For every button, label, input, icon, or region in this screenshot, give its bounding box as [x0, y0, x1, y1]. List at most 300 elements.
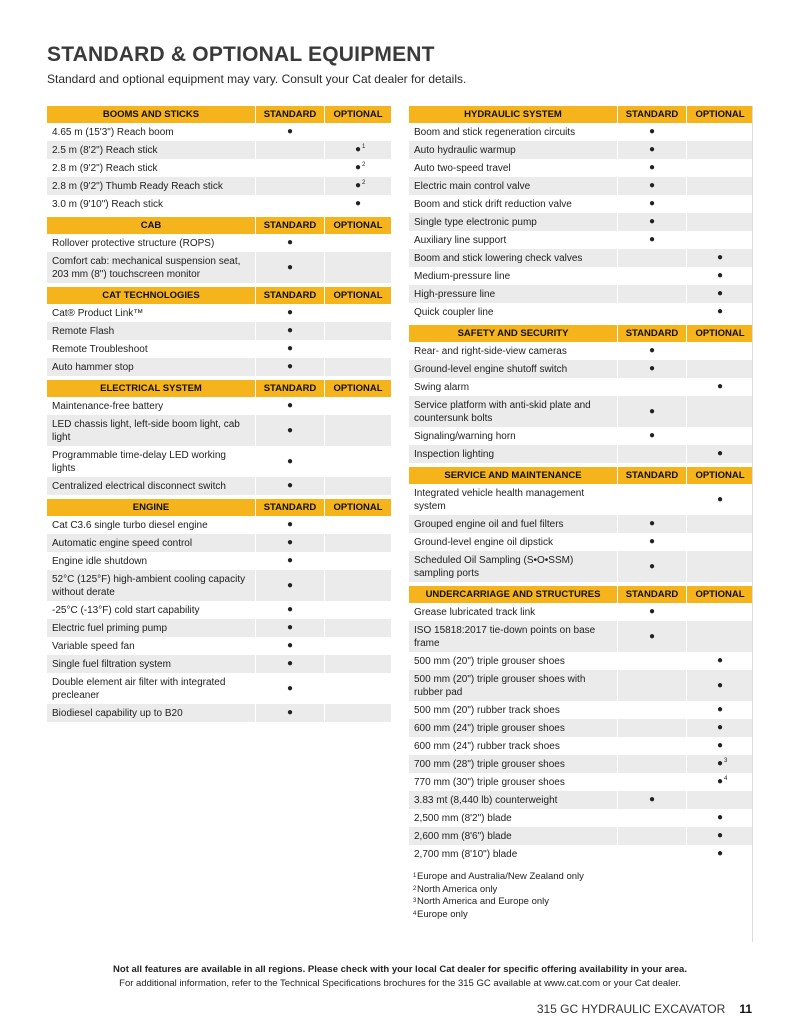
- optional-column-header: OPTIONAL: [324, 287, 391, 304]
- optional-cell: [686, 773, 753, 791]
- optional-dot: ●: [716, 848, 724, 859]
- optional-dot: ●: [354, 144, 362, 155]
- feature-label: Biodiesel capability up to B20: [47, 704, 255, 722]
- table-row: [47, 397, 391, 415]
- optional-mark: [717, 741, 723, 751]
- standard-cell: [255, 340, 324, 358]
- standard-cell: [617, 396, 686, 427]
- standard-cell: [617, 827, 686, 845]
- optional-cell: [324, 673, 391, 704]
- optional-cell: [686, 515, 753, 533]
- table-row: [409, 249, 753, 267]
- feature-label: Auto hammer stop: [47, 358, 255, 376]
- feature-label: -25°C (-13°F) cold start capability: [47, 601, 255, 619]
- optional-cell: [324, 177, 391, 195]
- standard-mark: ●: [286, 682, 294, 694]
- optional-cell: [686, 342, 753, 360]
- standard-cell: [255, 304, 324, 322]
- footnote-text: Europe only: [417, 908, 468, 920]
- standard-cell: [617, 303, 686, 321]
- table-row: [409, 845, 753, 863]
- feature-label: Grease lubricated track link: [409, 603, 617, 621]
- optional-cell: [686, 231, 753, 249]
- footnote-number: 3: [413, 898, 417, 904]
- standard-column-header: STANDARD: [255, 217, 324, 234]
- standard-cell: [255, 252, 324, 283]
- standard-mark: ●: [286, 325, 294, 336]
- standard-mark: ●: [648, 345, 656, 356]
- optional-cell: [686, 123, 753, 141]
- standard-mark: ●: [286, 424, 294, 436]
- optional-cell: [686, 533, 753, 551]
- standard-mark: ●: [648, 144, 656, 155]
- optional-dot: ●: [716, 812, 724, 823]
- standard-cell: [255, 516, 324, 534]
- table-row: [409, 427, 753, 445]
- standard-cell: [255, 446, 324, 477]
- optional-dot: ●: [716, 306, 724, 317]
- feature-label: Auto hydraulic warmup: [409, 141, 617, 159]
- optional-column-header: OPTIONAL: [686, 586, 753, 603]
- standard-mark: ●: [648, 363, 656, 374]
- optional-dot: ●: [716, 288, 724, 299]
- standard-mark: ●: [286, 261, 294, 273]
- feature-label: Swing alarm: [409, 378, 617, 396]
- table-row: [409, 652, 753, 670]
- standard-mark: ●: [286, 480, 294, 491]
- standard-mark: ●: [648, 216, 656, 227]
- optional-column-header: OPTIONAL: [686, 467, 753, 484]
- feature-label: 600 mm (24") triple grouser shoes: [409, 719, 617, 737]
- feature-label: Grouped engine oil and fuel filters: [409, 515, 617, 533]
- feature-label: ISO 15818:2017 tie-down points on base frame: [409, 621, 617, 652]
- footnote-ref: 3: [723, 758, 728, 764]
- standard-mark: ●: [648, 234, 656, 245]
- right-divider: [752, 106, 753, 942]
- standard-cell: [617, 737, 686, 755]
- optional-dot: ●: [716, 758, 724, 769]
- optional-mark: [717, 289, 723, 299]
- optional-cell: [686, 652, 753, 670]
- footnote: [413, 884, 753, 897]
- section-title: ELECTRICAL SYSTEM: [100, 383, 202, 394]
- optional-mark: [717, 681, 723, 691]
- standard-cell: [255, 358, 324, 376]
- table-row: [409, 195, 753, 213]
- optional-mark: [717, 253, 723, 263]
- optional-dot: ●: [716, 270, 724, 281]
- standard-cell: [617, 360, 686, 378]
- standard-mark: ●: [286, 640, 294, 651]
- footer-disclaimer: Not all features are available in all regions. Please check with your local Cat dealer for specific offering availability in your area.: [113, 964, 687, 975]
- optional-dot: ●: [716, 740, 724, 751]
- feature-label: Quick coupler line: [409, 303, 617, 321]
- standard-cell: [617, 231, 686, 249]
- standard-cell: [255, 619, 324, 637]
- optional-cell: [686, 484, 753, 515]
- table-row: [47, 195, 391, 213]
- table-row: [47, 177, 391, 195]
- standard-column-header: STANDARD: [255, 106, 324, 123]
- page-title: STANDARD & OPTIONAL EQUIPMENT: [47, 43, 435, 66]
- feature-label: 500 mm (20") rubber track shoes: [409, 701, 617, 719]
- optional-mark: [717, 656, 723, 666]
- standard-column-header: STANDARD: [255, 287, 324, 304]
- standard-cell: [255, 141, 324, 159]
- table-row: [47, 516, 391, 534]
- standard-mark: ●: [648, 536, 656, 547]
- table-row: [47, 159, 391, 177]
- optional-dot: ●: [354, 180, 362, 191]
- optional-dot: ●: [716, 448, 724, 459]
- standard-cell: [617, 773, 686, 791]
- optional-mark: [717, 831, 723, 841]
- equipment-section: [47, 106, 391, 213]
- standard-cell: [617, 621, 686, 652]
- section-header: [409, 586, 753, 603]
- feature-label: Maintenance-free battery: [47, 397, 255, 415]
- section-title: SAFETY AND SECURITY: [457, 328, 569, 339]
- optional-cell: [686, 396, 753, 427]
- feature-label: Electric main control valve: [409, 177, 617, 195]
- table-row: [47, 252, 391, 283]
- standard-mark: ●: [648, 518, 656, 529]
- optional-cell: [686, 195, 753, 213]
- optional-column-header: OPTIONAL: [324, 499, 391, 516]
- feature-label: Boom and stick regeneration circuits: [409, 123, 617, 141]
- footnote: [413, 871, 753, 884]
- table-row: [409, 719, 753, 737]
- standard-cell: [617, 213, 686, 231]
- standard-column-header: STANDARD: [617, 106, 686, 123]
- equipment-section: [409, 106, 753, 321]
- table-row: [409, 285, 753, 303]
- standard-mark: ●: [286, 343, 294, 354]
- footnote-ref: 2: [361, 162, 366, 168]
- product-name: 315 GC HYDRAULIC EXCAVATOR: [536, 1002, 726, 1016]
- table-row: [409, 360, 753, 378]
- optional-dot: ●: [716, 252, 724, 263]
- optional-cell: [686, 701, 753, 719]
- feature-label: 4.65 m (15'3") Reach boom: [47, 123, 255, 141]
- standard-cell: [255, 704, 324, 722]
- feature-label: Service platform with anti-skid plate and countersunk bolts: [409, 396, 617, 427]
- standard-mark: ●: [286, 658, 294, 669]
- optional-cell: [686, 737, 753, 755]
- standard-cell: [617, 845, 686, 863]
- standard-mark: ●: [648, 162, 656, 173]
- standard-cell: [255, 415, 324, 446]
- optional-mark: [717, 382, 723, 392]
- feature-label: Engine idle shutdown: [47, 552, 255, 570]
- standard-mark: ●: [286, 400, 294, 411]
- footer-info: For additional information, refer to the Technical Specifications brochures for the 315 GC available at www.cat.com or your Cat dealer.: [119, 978, 681, 989]
- optional-dot: ●: [716, 493, 724, 505]
- table-row: [47, 304, 391, 322]
- footnotes: [409, 871, 753, 921]
- feature-label: Boom and stick drift reduction valve: [409, 195, 617, 213]
- optional-cell: [324, 704, 391, 722]
- feature-label: 2,500 mm (8'2") blade: [409, 809, 617, 827]
- table-row: [409, 809, 753, 827]
- optional-cell: [324, 304, 391, 322]
- table-row: [409, 603, 753, 621]
- standard-cell: [255, 601, 324, 619]
- optional-cell: [686, 719, 753, 737]
- table-row: [47, 446, 391, 477]
- table-row: [409, 484, 753, 515]
- standard-mark: ●: [286, 622, 294, 633]
- footnote-ref: 2: [361, 180, 366, 186]
- optional-cell: [686, 249, 753, 267]
- feature-label: Programmable time-delay LED working lights: [47, 446, 255, 477]
- standard-column-header: STANDARD: [255, 380, 324, 397]
- optional-dot: ●: [716, 776, 724, 787]
- standard-mark: ●: [286, 307, 294, 318]
- standard-mark: ●: [648, 430, 656, 441]
- optional-dot: ●: [716, 722, 724, 733]
- optional-cell: [324, 516, 391, 534]
- optional-cell: [686, 267, 753, 285]
- section-title: SERVICE AND MAINTENANCE: [444, 470, 582, 481]
- standard-mark: ●: [648, 630, 656, 642]
- equipment-section: [47, 217, 391, 283]
- optional-cell: [686, 621, 753, 652]
- optional-cell: [324, 234, 391, 252]
- left-column: [47, 106, 391, 726]
- table-row: [47, 340, 391, 358]
- standard-cell: [617, 285, 686, 303]
- standard-cell: [617, 427, 686, 445]
- table-row: [409, 231, 753, 249]
- optional-dot: ●: [716, 381, 724, 392]
- footnote-text: North America and Europe only: [417, 896, 550, 907]
- table-row: [409, 827, 753, 845]
- section-title: CAB: [140, 220, 162, 231]
- standard-column-header: STANDARD: [255, 499, 324, 516]
- feature-label: 600 mm (24") rubber track shoes: [409, 737, 617, 755]
- optional-cell: [686, 378, 753, 396]
- standard-cell: [255, 655, 324, 673]
- feature-label: Signaling/warning horn: [409, 427, 617, 445]
- table-row: [409, 737, 753, 755]
- section-title: CAT TECHNOLOGIES: [102, 290, 200, 301]
- standard-cell: [617, 249, 686, 267]
- table-row: [47, 534, 391, 552]
- standard-cell: [617, 378, 686, 396]
- optional-cell: [324, 358, 391, 376]
- optional-cell: [686, 551, 753, 582]
- standard-mark: ●: [648, 560, 656, 572]
- feature-label: Double element air filter with integrated precleaner: [47, 673, 255, 704]
- standard-cell: [617, 342, 686, 360]
- feature-label: Rear- and right-side-view cameras: [409, 342, 617, 360]
- table-row: [409, 159, 753, 177]
- footnote-number: 2: [413, 885, 417, 892]
- table-row: [409, 670, 753, 701]
- optional-cell: [686, 159, 753, 177]
- table-row: [47, 234, 391, 252]
- standard-mark: ●: [286, 519, 294, 530]
- table-row: [47, 673, 391, 704]
- table-row: [409, 551, 753, 582]
- standard-mark: ●: [648, 405, 656, 417]
- section-header: [47, 106, 391, 123]
- feature-label: 700 mm (28") triple grouser shoes: [409, 755, 617, 773]
- optional-mark: [717, 495, 723, 505]
- table-row: [409, 791, 753, 809]
- optional-cell: [686, 427, 753, 445]
- optional-cell: [324, 195, 391, 213]
- standard-cell: [617, 533, 686, 551]
- table-row: [409, 141, 753, 159]
- standard-cell: [255, 177, 324, 195]
- footnote-ref: 1: [361, 144, 366, 150]
- optional-dot: ●: [716, 704, 724, 715]
- equipment-section: [47, 287, 391, 376]
- optional-mark: [354, 180, 366, 191]
- table-row: [47, 415, 391, 446]
- feature-label: 500 mm (20") triple grouser shoes with rubber pad: [409, 670, 617, 701]
- standard-mark: ●: [286, 707, 294, 718]
- section-title: BOOMS AND STICKS: [102, 109, 200, 120]
- feature-label: 2.8 m (9'2") Reach stick: [47, 159, 255, 177]
- standard-cell: [617, 267, 686, 285]
- standard-mark: ●: [286, 537, 294, 548]
- standard-cell: [617, 603, 686, 621]
- feature-label: 52°C (125°F) high-ambient cooling capacity without derate: [47, 570, 255, 601]
- standard-mark: ●: [286, 126, 294, 137]
- standard-cell: [255, 477, 324, 495]
- optional-cell: [686, 791, 753, 809]
- optional-mark: [354, 144, 366, 155]
- feature-label: 500 mm (20") triple grouser shoes: [409, 652, 617, 670]
- standard-cell: [617, 141, 686, 159]
- optional-dot: ●: [716, 679, 724, 691]
- optional-cell: [686, 827, 753, 845]
- feature-label: Cat® Product Link™: [47, 304, 255, 322]
- equipment-section: [409, 586, 753, 863]
- optional-cell: [686, 177, 753, 195]
- standard-cell: [617, 177, 686, 195]
- table-row: [47, 637, 391, 655]
- feature-label: 2.5 m (8'2") Reach stick: [47, 141, 255, 159]
- page-subtitle: Standard and optional equipment may vary. Consult your Cat dealer for details.: [47, 72, 467, 86]
- section-header: [47, 380, 391, 397]
- table-row: [409, 621, 753, 652]
- optional-cell: [686, 285, 753, 303]
- standard-mark: ●: [648, 126, 656, 137]
- optional-cell: [324, 141, 391, 159]
- table-row: [409, 773, 753, 791]
- standard-cell: [255, 637, 324, 655]
- optional-cell: [686, 213, 753, 231]
- optional-column-header: OPTIONAL: [324, 217, 391, 234]
- standard-cell: [255, 534, 324, 552]
- feature-label: Boom and stick lowering check valves: [409, 249, 617, 267]
- optional-cell: [324, 570, 391, 601]
- standard-cell: [617, 652, 686, 670]
- optional-cell: [324, 322, 391, 340]
- section-header: [47, 287, 391, 304]
- optional-cell: [686, 303, 753, 321]
- footnote: [413, 909, 753, 922]
- optional-mark: [716, 758, 728, 769]
- page-footer: [537, 1002, 752, 1016]
- table-row: [47, 477, 391, 495]
- standard-mark: ●: [648, 198, 656, 209]
- section-header: [409, 467, 753, 484]
- optional-column-header: OPTIONAL: [686, 325, 753, 342]
- standard-column-header: STANDARD: [617, 467, 686, 484]
- table-row: [47, 619, 391, 637]
- standard-cell: [617, 484, 686, 515]
- feature-label: 3.83 mt (8,440 lb) counterweight: [409, 791, 617, 809]
- table-row: [409, 342, 753, 360]
- feature-label: Ground-level engine oil dipstick: [409, 533, 617, 551]
- table-row: [47, 570, 391, 601]
- standard-cell: [617, 755, 686, 773]
- standard-cell: [617, 123, 686, 141]
- table-row: [47, 601, 391, 619]
- optional-mark: [717, 849, 723, 859]
- feature-label: 2,600 mm (8'6") blade: [409, 827, 617, 845]
- optional-cell: [324, 655, 391, 673]
- optional-cell: [324, 397, 391, 415]
- feature-label: Rollover protective structure (ROPS): [47, 234, 255, 252]
- standard-mark: ●: [286, 604, 294, 615]
- standard-cell: [617, 701, 686, 719]
- feature-label: Single fuel filtration system: [47, 655, 255, 673]
- section-header: [409, 325, 753, 342]
- optional-cell: [324, 446, 391, 477]
- optional-mark: [717, 307, 723, 317]
- right-column: [409, 106, 753, 921]
- table-row: [47, 552, 391, 570]
- equipment-section: [47, 499, 391, 722]
- feature-label: 2.8 m (9'2") Thumb Ready Reach stick: [47, 177, 255, 195]
- standard-cell: [617, 809, 686, 827]
- optional-cell: [324, 159, 391, 177]
- page-number: 11: [739, 1002, 752, 1016]
- table-row: [47, 123, 391, 141]
- table-row: [47, 655, 391, 673]
- section-header: [47, 499, 391, 516]
- feature-label: LED chassis light, left-side boom light, cab light: [47, 415, 255, 446]
- standard-cell: [617, 670, 686, 701]
- optional-cell: [324, 637, 391, 655]
- optional-mark: [355, 199, 361, 209]
- optional-dot: ●: [716, 830, 724, 841]
- table-row: [409, 267, 753, 285]
- feature-label: Remote Flash: [47, 322, 255, 340]
- standard-mark: ●: [286, 455, 294, 467]
- section-title: UNDERCARRIAGE AND STRUCTURES: [425, 589, 601, 600]
- feature-label: Auxiliary line support: [409, 231, 617, 249]
- table-row: [409, 515, 753, 533]
- feature-label: High-pressure line: [409, 285, 617, 303]
- standard-mark: ●: [286, 579, 294, 591]
- standard-cell: [255, 159, 324, 177]
- table-row: [47, 141, 391, 159]
- optional-mark: [717, 271, 723, 281]
- section-title: ENGINE: [132, 502, 170, 513]
- feature-label: Scheduled Oil Sampling (S•O•SSM) sampling ports: [409, 551, 617, 582]
- standard-cell: [617, 551, 686, 582]
- table-row: [47, 704, 391, 722]
- optional-mark: [717, 813, 723, 823]
- standard-mark: ●: [648, 606, 656, 617]
